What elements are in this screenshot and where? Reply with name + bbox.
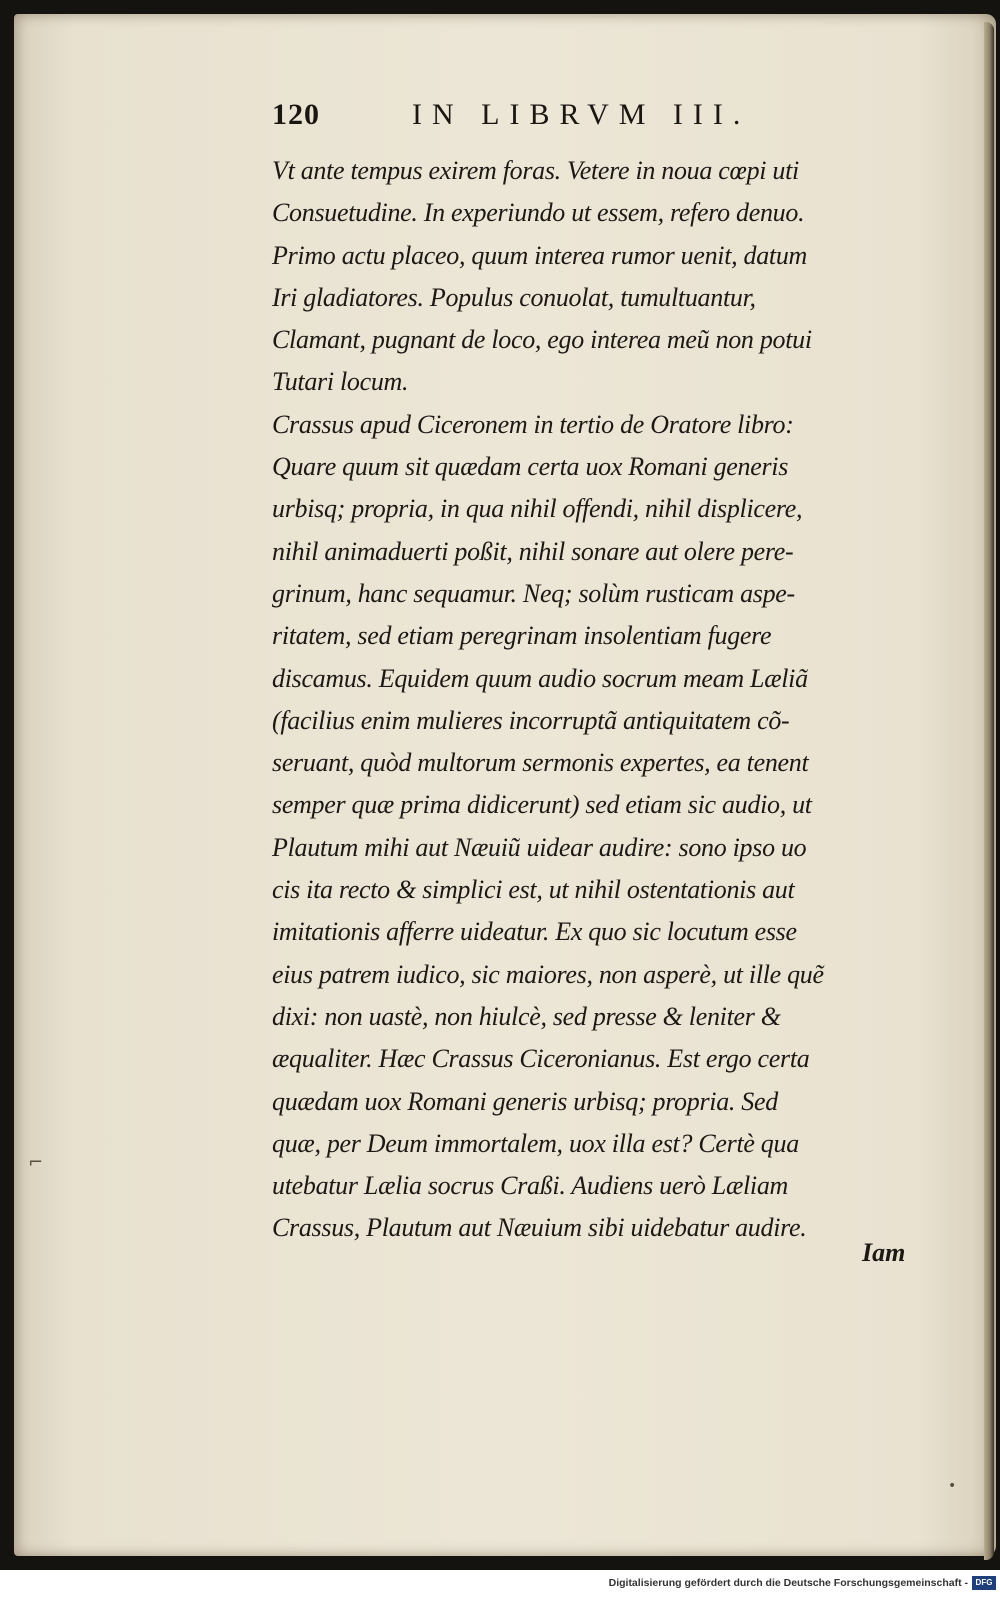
text-line: semper quæ prima didicerunt) sed etiam sic audio, ut (272, 790, 812, 820)
text-line: Vt ante tempus exirem foras. Vetere in noua cœpi uti (272, 156, 799, 185)
catchword: Iam (862, 1238, 906, 1267)
text-line: nihil animaduerti poßit, nihil sonare aut olere pere- (272, 536, 794, 566)
text-line: imitationis afferre uideatur. Ex quo sic locutum esse (272, 917, 797, 947)
text-line: Crassus apud Ciceronem in tertio de Oratore libro: (272, 409, 794, 439)
text-line: æqualiter. Hæc Crassus Ciceronianus. Est ergo certa (272, 1044, 810, 1074)
margin-mark-icon: ⌐ (28, 1152, 44, 1173)
running-head (272, 98, 832, 138)
text-line: Clamant, pugnant de loco, ego interea meũ non potui (272, 325, 812, 355)
text-line: seruant, quòd multorum sermonis expertes, ea tenent (272, 748, 809, 778)
funding-credit: Digitalisierung gefördert durch die Deutsche Forschungsgemeinschaft - (608, 1577, 968, 1589)
text-line: Plautum mihi aut Næuiũ uidear audire: sono ipso uo (272, 832, 807, 862)
text-line: ritatem, sed etiam peregrinam insolentiam fugere (272, 621, 772, 651)
text-line: grinum, hanc sequamur. Neq; solùm rusticam aspe- (272, 578, 795, 608)
text-line: eius patrem iudico, sic maiores, non asperè, ut ille quẽ (272, 959, 824, 989)
text-line: urbisq; propria, in qua nihil offendi, nihil displicere, (272, 494, 803, 524)
text-line: discamus. Equidem quum audio socrum meam Læliã (272, 663, 808, 693)
text-line: Consuetudine. In experiundo ut essem, refero denuo. (272, 198, 805, 228)
body-text (272, 150, 912, 1250)
text-line: quædam uox Romani generis urbisq; propria. Sed (272, 1086, 778, 1116)
text-line: (facilius enim mulieres incorruptã antiquitatem cõ- (272, 705, 790, 735)
text-line: Iri gladiatores. Populus conuolat, tumultuantur, (272, 282, 756, 312)
text-line: quæ, per Deum immortalem, uox illa est? Certè qua (272, 1128, 799, 1158)
text-line: cis ita recto & simplici est, ut nihil ostentationis aut (272, 875, 795, 905)
page-number: 120 (272, 98, 320, 131)
text-line: Crassus, Plautum aut Næuium sibi uidebatur audire. (272, 1213, 807, 1243)
text-line: Primo actu placeo, quum interea rumor uenit, datum (272, 240, 808, 270)
footer-bar (0, 1574, 1000, 1599)
text-line: utebatur Lælia socrus Craßi. Audiens uerò Læliam (272, 1171, 789, 1201)
running-title: IN LIBRVM III. (412, 98, 751, 131)
text-line: Quare quum sit quædam certa uox Romani generis (272, 452, 789, 482)
text-line: Tutari locum. (272, 367, 409, 397)
page-edge (984, 22, 994, 1560)
text-line: dixi: non uastè, non hiulcè, sed presse & leniter & (272, 1001, 781, 1031)
dot-mark-icon: • (948, 1478, 957, 1494)
dfg-logo: DFG (972, 1576, 996, 1590)
